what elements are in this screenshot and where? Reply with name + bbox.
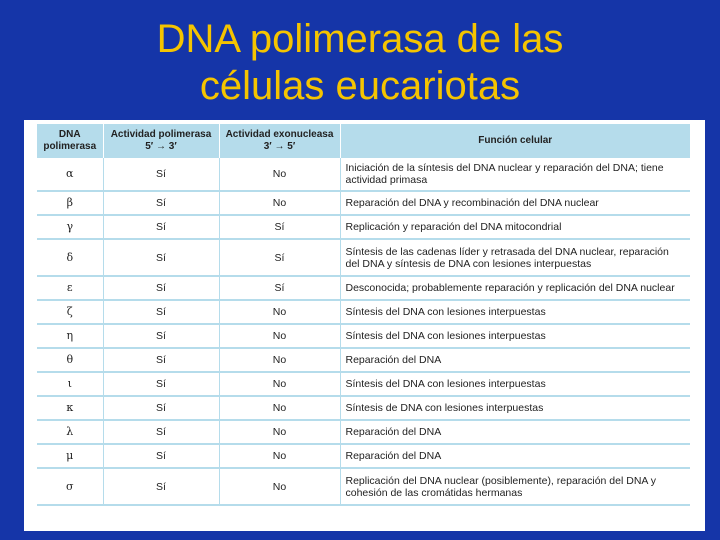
row-polymerase: μ bbox=[37, 444, 103, 468]
table-row bbox=[37, 324, 690, 348]
row-cell-function: Reparación del DNA bbox=[340, 420, 690, 444]
header-cell-function: Función celular bbox=[478, 135, 553, 146]
row-polymerase-activity: Sí bbox=[103, 372, 219, 396]
header-exonuclease-activity-line1: Actividad exonucleasa bbox=[225, 129, 334, 140]
row-polymerase: β bbox=[37, 191, 103, 215]
table-row bbox=[37, 276, 690, 300]
row-exonuclease-activity: No bbox=[219, 348, 340, 372]
row-polymerase-activity: Sí bbox=[103, 276, 219, 300]
table-row bbox=[37, 239, 690, 276]
row-polymerase-activity: Sí bbox=[103, 215, 219, 239]
row-exonuclease-activity: No bbox=[219, 191, 340, 215]
row-exonuclease-activity: No bbox=[219, 444, 340, 468]
row-polymerase: λ bbox=[37, 420, 103, 444]
row-exonuclease-activity: No bbox=[219, 396, 340, 420]
row-cell-function: Síntesis del DNA con lesiones interpuestas bbox=[340, 372, 690, 396]
row-cell-function: Síntesis de las cadenas líder y retrasada del DNA nuclear, reparación del DNA y síntesis de DNA con lesiones interpuestas bbox=[340, 239, 690, 276]
row-polymerase-activity: Sí bbox=[103, 444, 219, 468]
table-row bbox=[37, 444, 690, 468]
header-polymerase-line1: DNA bbox=[58, 129, 81, 140]
header-polymerase bbox=[37, 124, 103, 158]
row-polymerase: σ bbox=[37, 468, 103, 505]
row-exonuclease-activity: Sí bbox=[219, 239, 340, 276]
row-cell-function: Síntesis de DNA con lesiones interpuestas bbox=[340, 396, 690, 420]
row-polymerase: κ bbox=[37, 396, 103, 420]
row-exonuclease-activity: No bbox=[219, 158, 340, 191]
table-row bbox=[37, 215, 690, 239]
row-polymerase-activity: Sí bbox=[103, 420, 219, 444]
row-polymerase: η bbox=[37, 324, 103, 348]
row-polymerase-activity: Sí bbox=[103, 158, 219, 191]
table-row bbox=[37, 191, 690, 215]
row-exonuclease-activity: No bbox=[219, 324, 340, 348]
row-polymerase-activity: Sí bbox=[103, 191, 219, 215]
row-cell-function: Reparación del DNA bbox=[340, 444, 690, 468]
row-cell-function: Síntesis del DNA con lesiones interpuestas bbox=[340, 300, 690, 324]
title-line-2: células eucariotas bbox=[199, 64, 521, 108]
row-polymerase: ζ bbox=[37, 300, 103, 324]
table-row bbox=[37, 158, 690, 191]
row-cell-function: Replicación y reparación del DNA mitocondrial bbox=[340, 215, 690, 239]
row-polymerase: ε bbox=[37, 276, 103, 300]
polymerase-table bbox=[37, 124, 690, 506]
row-exonuclease-activity: No bbox=[219, 420, 340, 444]
row-polymerase: θ bbox=[37, 348, 103, 372]
header-exonuclease-activity bbox=[219, 124, 340, 158]
table-row bbox=[37, 348, 690, 372]
row-exonuclease-activity: No bbox=[219, 468, 340, 505]
table-row bbox=[37, 420, 690, 444]
row-polymerase-activity: Sí bbox=[103, 396, 219, 420]
row-polymerase: ι bbox=[37, 372, 103, 396]
table-row bbox=[37, 300, 690, 324]
title-line-1: DNA polimerasa de las bbox=[156, 17, 564, 61]
row-polymerase-activity: Sí bbox=[103, 348, 219, 372]
row-cell-function: Iniciación de la síntesis del DNA nuclear y reparación del DNA; tiene actividad primasa bbox=[340, 158, 690, 191]
header-polymerase-activity bbox=[103, 124, 219, 158]
row-polymerase: γ bbox=[37, 215, 103, 239]
row-polymerase-activity: Sí bbox=[103, 468, 219, 505]
row-cell-function: Replicación del DNA nuclear (posiblemente), reparación del DNA y cohesión de las cromátidas hermanas bbox=[340, 468, 690, 505]
table-row bbox=[37, 372, 690, 396]
row-cell-function: Desconocida; probablemente reparación y replicación del DNA nuclear bbox=[340, 276, 690, 300]
row-cell-function: Reparación del DNA y recombinación del DNA nuclear bbox=[340, 191, 690, 215]
row-exonuclease-activity: No bbox=[219, 372, 340, 396]
table-header-row bbox=[37, 124, 690, 158]
row-cell-function: Reparación del DNA bbox=[340, 348, 690, 372]
row-polymerase: δ bbox=[37, 239, 103, 276]
row-exonuclease-activity: No bbox=[219, 300, 340, 324]
row-polymerase-activity: Sí bbox=[103, 324, 219, 348]
row-exonuclease-activity: Sí bbox=[219, 215, 340, 239]
row-cell-function: Síntesis del DNA con lesiones interpuestas bbox=[340, 324, 690, 348]
header-exonuclease-activity-line2: 3′ → 5′ bbox=[263, 141, 296, 152]
row-polymerase-activity: Sí bbox=[103, 239, 219, 276]
row-polymerase-activity: Sí bbox=[103, 300, 219, 324]
header-polymerase-activity-line2: 5′ → 3′ bbox=[145, 141, 177, 152]
polymerase-table-panel bbox=[24, 120, 705, 531]
row-exonuclease-activity: Sí bbox=[219, 276, 340, 300]
table-row bbox=[37, 396, 690, 420]
header-polymerase-line2: polimerasa bbox=[43, 141, 97, 152]
row-polymerase: α bbox=[37, 158, 103, 191]
header-polymerase-activity-line1: Actividad polimerasa bbox=[110, 129, 212, 140]
table-row bbox=[37, 468, 690, 505]
slide-title bbox=[0, 16, 720, 110]
